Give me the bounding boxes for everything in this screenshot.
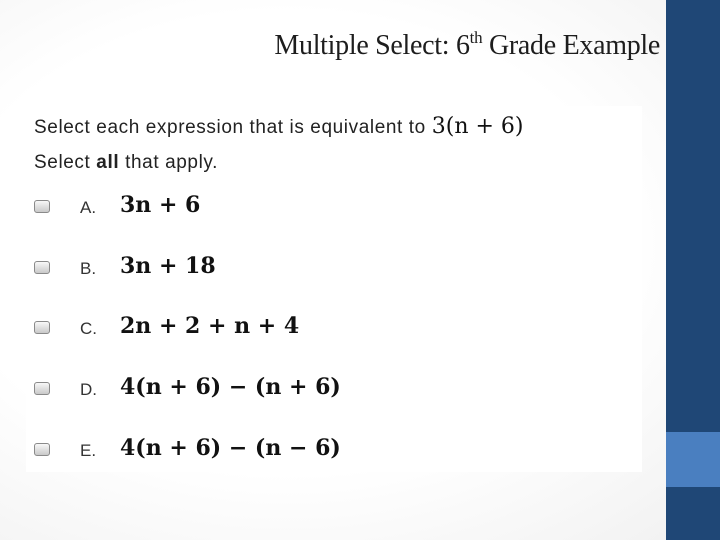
checkbox[interactable] — [34, 321, 50, 334]
choice-a[interactable] — [32, 192, 432, 222]
choice-expression: 2n + 2 + n + 4 — [120, 313, 300, 339]
question-instruction — [34, 152, 218, 174]
title-suffix: Grade Example — [482, 30, 660, 61]
question-panel — [26, 106, 642, 472]
checkbox[interactable] — [34, 200, 50, 213]
choice-expression: 4(n + 6) − (n − 6) — [120, 435, 341, 461]
choice-letter: E. — [80, 441, 97, 460]
title-prefix: Multiple Select: 6 — [274, 30, 470, 61]
question-prompt — [34, 114, 523, 139]
prompt-text: Select each expression that is equivalent to — [34, 117, 432, 138]
choice-expression: 4(n + 6) − (n + 6) — [120, 374, 341, 400]
choice-b[interactable] — [32, 253, 432, 283]
choice-letter: D. — [80, 380, 97, 399]
choice-letter: B. — [80, 259, 97, 278]
instruction-pre: Select — [34, 152, 97, 173]
choice-expression: 3n + 18 — [120, 253, 216, 279]
instruction-post: that apply. — [119, 152, 218, 173]
choice-c[interactable] — [32, 313, 432, 343]
checkbox[interactable] — [34, 382, 50, 395]
choice-d[interactable] — [32, 374, 432, 404]
choice-expression: 3n + 6 — [120, 192, 201, 218]
target-expression: 3(n + 6) — [431, 114, 524, 139]
choice-letter: C. — [80, 319, 97, 338]
choice-letter: A. — [80, 198, 97, 217]
slide-title — [150, 30, 660, 62]
sidebar-bar — [666, 0, 720, 540]
checkbox[interactable] — [34, 443, 50, 456]
instruction-bold: all — [96, 152, 120, 173]
choice-e[interactable] — [32, 435, 432, 465]
title-superscript: th — [469, 28, 483, 47]
checkbox[interactable] — [34, 261, 50, 274]
sidebar-accent-block — [666, 432, 720, 487]
